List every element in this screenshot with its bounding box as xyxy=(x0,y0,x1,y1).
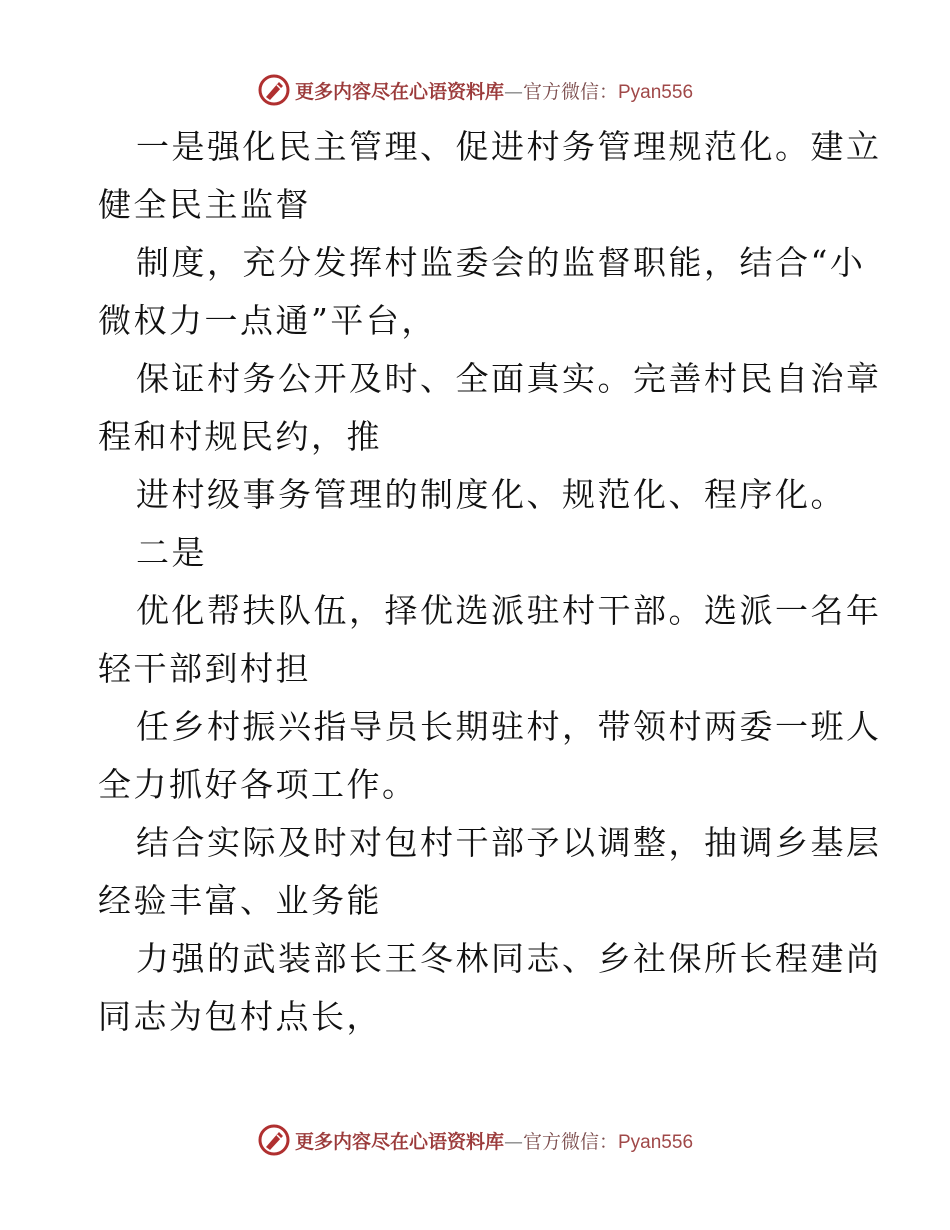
footer-brand: 更多内容尽在心语资料库 xyxy=(294,1130,504,1153)
body-line: 同志为包村点长， xyxy=(98,997,382,1036)
header-text xyxy=(295,77,693,104)
document-body xyxy=(98,118,882,1046)
brand-logo-icon xyxy=(257,73,291,107)
footer-wechat-id: Pyan556 xyxy=(618,1131,694,1153)
body-line: 程和村规民约，推 xyxy=(98,417,382,456)
body-line: 轻干部到村担 xyxy=(98,649,311,688)
body-line: 进村级事务管理的制度化、规范化、程序化。 xyxy=(136,475,846,514)
header-wechat-label: 官方微信： xyxy=(522,80,618,103)
body-line: 一是强化民主管理、促进村务管理规范化。建立 xyxy=(136,127,882,166)
body-line: 优化帮扶队伍，择优选派驻村干部。选派一名年 xyxy=(136,591,882,630)
brand-logo-icon xyxy=(257,1123,291,1157)
header-banner xyxy=(0,70,950,110)
footer-dash: — xyxy=(503,1130,523,1153)
footer-wechat-label: 官方微信： xyxy=(522,1130,618,1153)
body-line: 结合实际及时对包村干部予以调整，抽调乡基层 xyxy=(136,823,882,862)
body-line: 健全民主监督 xyxy=(98,185,311,224)
body-line: 二是 xyxy=(136,533,207,572)
body-line: 力强的武装部长王冬林同志、乡社保所长程建尚 xyxy=(136,939,882,978)
body-line: 微权力一点通”平台， xyxy=(98,301,437,340)
body-line: 经验丰富、业务能 xyxy=(98,881,382,920)
footer-text xyxy=(295,1127,693,1154)
body-line: 任乡村振兴指导员长期驻村，带领村两委一班人 xyxy=(136,707,882,746)
header-brand: 更多内容尽在心语资料库 xyxy=(294,80,504,103)
header-dash: — xyxy=(503,80,523,103)
body-line: 制度，充分发挥村监委会的监督职能，结合“小 xyxy=(136,243,866,282)
header-wechat-id: Pyan556 xyxy=(618,81,694,103)
body-line: 全力抓好各项工作。 xyxy=(98,765,418,804)
body-line: 保证村务公开及时、全面真实。完善村民自治章 xyxy=(136,359,882,398)
footer-banner xyxy=(0,1120,950,1160)
